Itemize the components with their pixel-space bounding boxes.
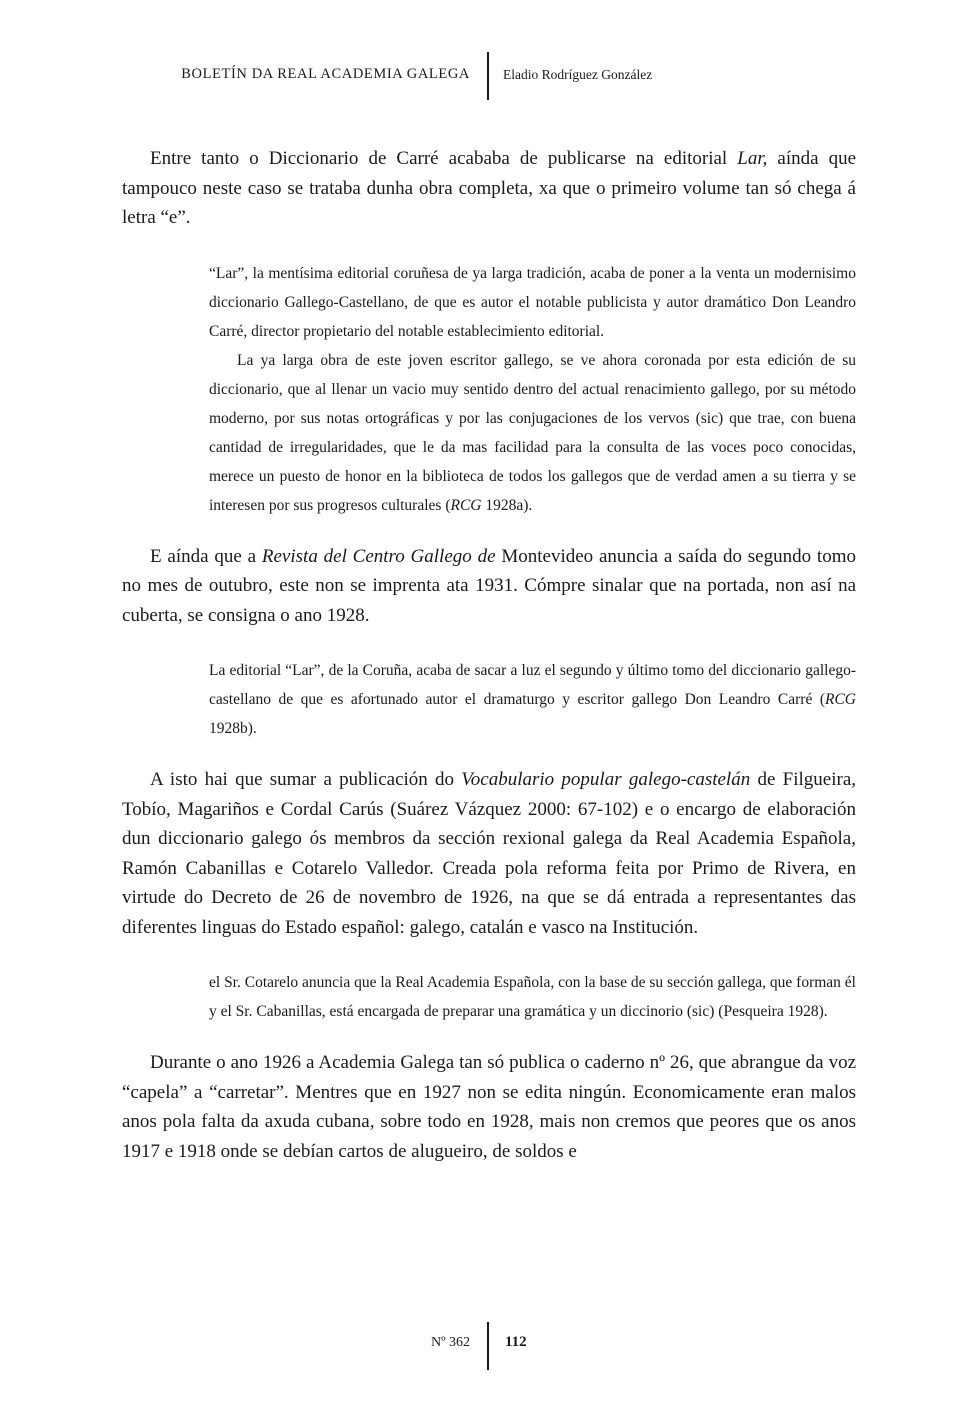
paragraph-1-italic: Lar, [737,148,768,169]
block-quote-2-citation-year: 1928b). [209,720,257,737]
paragraph-1-text-c: aínda que tampouco neste caso se trataba dunha obra completa, xa que o primeiro volume tan só chega á letra “e”. [122,148,857,228]
block-quote-1-para-1: “Lar”, la mentísima editorial coruñesa de ya larga tradición, acaba de poner a la venta un modernisimo diccionario Gallego-Castellano, de que es autor el notable publicista y autor dramático Don Leandro Carré, director propietario del notable establecimiento editorial. [209,264,856,340]
paragraph-3-text-a: A isto hai que sumar a publicación do [150,769,462,790]
page-number: 112 [505,1334,527,1350]
block-quote-2-text: La editorial “Lar”, de la Coruña, acaba de sacar a luz el segundo y último tomo del diccionario gallego-castellano de que es afortunado autor el dramaturgo y escritor gallego Don Leandro Carré ( [209,662,856,708]
block-quote-1-citation-year: 1928a). [481,496,533,514]
header-divider [487,52,489,100]
article-body [122,144,856,1166]
page-header [0,52,975,100]
paragraph-2-text-c: Montevideo anuncia a saída do segundo tomo no mes de outubro, este non se imprenta ata 1931. Cómpre sinalar que na portada, non así na cuberta, se consigna o ano 1928. [122,545,856,626]
paragraph-3 [122,765,856,942]
page-footer [0,1322,975,1370]
block-quote-2-citation: RCG [825,691,856,708]
paragraph-1 [122,144,856,233]
paragraph-2 [122,542,856,631]
paragraph-4: Durante o ano 1926 a Academia Galega tan só publica o caderno nº 26, que abrangue da voz “capela” a “carretar”. Mentres que en 1927 non se edita ningún. Economicamente eran malos anos pola falta da axuda cubana, sobre todo en 1928, mais non cremos que peores que os anos 1917 e 1918 onde se debían cartos de alugueiro, de soldos e [122,1052,856,1162]
block-quote-3-para: el Sr. Cotarelo anuncia que la Real Academia Española, con la base de su sección gallega, que forman él y el Sr. Cabanillas, está encargada de preparar una gramática y un diccinorio (sic) (Pesqueira 1928). [209,974,856,1020]
paragraph-3-italic: Vocabulario popular galego-castelán [461,769,751,790]
paragraph-1-text-a: Entre tanto o Diccionario de Carré acababa de publicarse na editorial [150,148,738,169]
block-quote-1 [209,259,856,520]
block-quote-1-para-2-text: La ya larga obra de este joven escritor gallego, se ve ahora coronada por esta edición de su diccionario, que al llenar un vacio muy sentido dentro del actual renacimiento gallego, por su método moderno, por sus notas ortográficas y por las conjugaciones de los vervos (sic) que trae, con buena cantidad de irregularidades, que le da mas facilidad para la consulta de las voces poco conocidas, merece un puesto de honor en la biblioteca de todos los gallegos que de verdad amen a su tierra y se interesen por sus progresos culturales ( [209,351,856,514]
paragraph-3-text-c: de Filgueira, Tobío, Magariños e Cordal Carús (Suárez Vázquez 2000: 67-102) e o encargo de elaboración dun diccionario galego ós membros da sección rexional galega da Real Academia Española, Ramón Cabanillas e Cotarelo Valledor. Creada pola reforma feita por Primo de Rivera, en virtude do Decreto de 26 de novembro de 1926, na que se dá entrada a representantes das diferentes linguas do Estado español: galego, catalán e vasco na Institución. [122,769,857,938]
journal-title: BOLETÍN DA REAL ACADEMIA GALEGA [181,66,470,82]
issue-number: Nº 362 [431,1335,470,1350]
block-quote-2-para [209,656,856,743]
paragraph-2-italic: Revista del Centro Gallego de [261,545,496,567]
footer-divider [487,1322,489,1370]
block-quote-2 [209,656,856,743]
paragraph-2-text-a: E aínda que a [150,545,262,567]
block-quote-1-citation: RCG [450,496,482,514]
article-author: Eladio Rodríguez González [503,67,653,82]
block-quote-1-para-2 [209,346,856,520]
block-quote-3 [209,968,856,1026]
